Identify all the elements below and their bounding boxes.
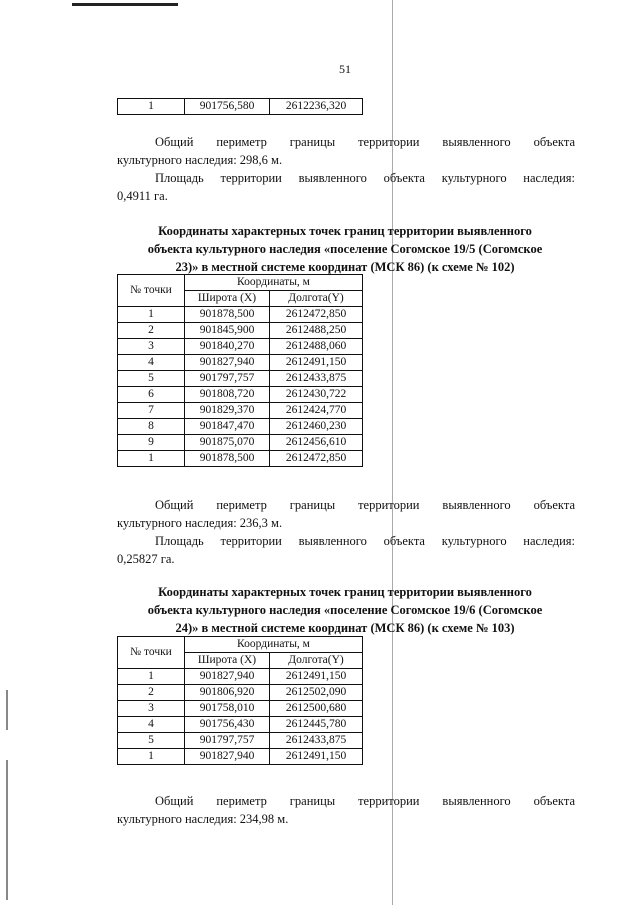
longitude-cell: 2612456,610 bbox=[270, 435, 363, 451]
area-paragraph: Площадь территории выявленного объекта культурного наследия: 0,4911 га. bbox=[117, 171, 575, 203]
table-row bbox=[118, 685, 363, 701]
table-row bbox=[118, 435, 363, 451]
point-number: 1 bbox=[118, 99, 185, 115]
table-row bbox=[118, 403, 363, 419]
margin-scan-mark bbox=[6, 760, 8, 900]
margin-scan-mark bbox=[6, 690, 8, 730]
table-row bbox=[118, 701, 363, 717]
longitude-cell: 2612460,230 bbox=[270, 419, 363, 435]
latitude-cell: 901827,940 bbox=[185, 355, 270, 371]
area-paragraph: Площадь территории выявленного объекта культурного наследия: 0,25827 га. bbox=[117, 534, 575, 566]
header-latitude: Широта (X) bbox=[185, 653, 270, 669]
table-row bbox=[118, 99, 363, 115]
perimeter-paragraph: Общий периметр границы территории выявленного объекта культурного наследия: 298,6 м. bbox=[117, 135, 575, 167]
header-point: № точки bbox=[118, 637, 185, 669]
perimeter-paragraph: Общий периметр границы территории выявленного объекта культурного наследия: 234,98 м. bbox=[117, 794, 575, 826]
longitude-cell: 2612472,850 bbox=[270, 307, 363, 323]
point-number: 5 bbox=[118, 733, 185, 749]
point-number: 1 bbox=[118, 669, 185, 685]
point-number: 4 bbox=[118, 717, 185, 733]
latitude-cell: 901756,430 bbox=[185, 717, 270, 733]
header-longitude: Долгота(Y) bbox=[270, 653, 363, 669]
latitude-cell: 901878,500 bbox=[185, 451, 270, 467]
longitude-cell: 2612445,780 bbox=[270, 717, 363, 733]
latitude-cell: 901875,070 bbox=[185, 435, 270, 451]
longitude-cell: 2612424,770 bbox=[270, 403, 363, 419]
section-heading: Координаты характерных точек границ территории выявленного объекта культурного наследия «поселение Согомское 19/6 (Согомское 24)» в местной системе координат (МСК 86) (к схеме № 103) bbox=[147, 585, 543, 635]
point-number: 4 bbox=[118, 355, 185, 371]
table-row bbox=[118, 323, 363, 339]
header-coords: Координаты, м bbox=[185, 637, 363, 653]
latitude-cell: 901756,580 bbox=[185, 99, 270, 115]
table-row bbox=[118, 387, 363, 403]
latitude-cell: 901808,720 bbox=[185, 387, 270, 403]
table-row bbox=[118, 669, 363, 685]
table-row bbox=[118, 717, 363, 733]
longitude-cell: 2612500,680 bbox=[270, 701, 363, 717]
point-number: 5 bbox=[118, 371, 185, 387]
coordinates-table-102 bbox=[117, 274, 363, 467]
longitude-cell: 2612491,150 bbox=[270, 749, 363, 765]
latitude-cell: 901847,470 bbox=[185, 419, 270, 435]
point-number: 2 bbox=[118, 685, 185, 701]
header-point: № точки bbox=[118, 275, 185, 307]
point-number: 1 bbox=[118, 307, 185, 323]
latitude-cell: 901840,270 bbox=[185, 339, 270, 355]
longitude-cell: 2612491,150 bbox=[270, 669, 363, 685]
latitude-cell: 901806,920 bbox=[185, 685, 270, 701]
point-number: 7 bbox=[118, 403, 185, 419]
latitude-cell: 901827,940 bbox=[185, 669, 270, 685]
longitude-cell: 2612491,150 bbox=[270, 355, 363, 371]
latitude-cell: 901758,010 bbox=[185, 701, 270, 717]
table-row bbox=[118, 749, 363, 765]
point-number: 1 bbox=[118, 749, 185, 765]
section-heading: Координаты характерных точек границ территории выявленного объекта культурного наследия «поселение Согомское 19/5 (Согомское 23)» в местной системе координат (МСК 86) (к схеме № 102) bbox=[147, 224, 543, 274]
longitude-cell: 2612433,875 bbox=[270, 733, 363, 749]
continuation-table bbox=[117, 98, 363, 115]
latitude-cell: 901878,500 bbox=[185, 307, 270, 323]
header-longitude: Долгота(Y) bbox=[270, 291, 363, 307]
longitude-cell: 2612488,060 bbox=[270, 339, 363, 355]
longitude-cell: 2612433,875 bbox=[270, 371, 363, 387]
top-scan-line bbox=[72, 3, 178, 6]
table-row bbox=[118, 371, 363, 387]
perimeter-paragraph: Общий периметр границы территории выявленного объекта культурного наследия: 236,3 м. bbox=[117, 498, 575, 530]
point-number: 3 bbox=[118, 701, 185, 717]
longitude-cell: 2612488,250 bbox=[270, 323, 363, 339]
longitude-cell: 2612502,090 bbox=[270, 685, 363, 701]
point-number: 9 bbox=[118, 435, 185, 451]
latitude-cell: 901829,370 bbox=[185, 403, 270, 419]
longitude-cell: 2612236,320 bbox=[270, 99, 363, 115]
table-row bbox=[118, 307, 363, 323]
point-number: 3 bbox=[118, 339, 185, 355]
point-number: 2 bbox=[118, 323, 185, 339]
table-row bbox=[118, 733, 363, 749]
longitude-cell: 2612472,850 bbox=[270, 451, 363, 467]
latitude-cell: 901827,940 bbox=[185, 749, 270, 765]
table-row bbox=[118, 355, 363, 371]
latitude-cell: 901797,757 bbox=[185, 371, 270, 387]
point-number: 1 bbox=[118, 451, 185, 467]
latitude-cell: 901797,757 bbox=[185, 733, 270, 749]
header-coords: Координаты, м bbox=[185, 275, 363, 291]
table-row bbox=[118, 419, 363, 435]
table-row bbox=[118, 339, 363, 355]
longitude-cell: 2612430,722 bbox=[270, 387, 363, 403]
point-number: 8 bbox=[118, 419, 185, 435]
page-number: 51 bbox=[339, 62, 351, 76]
header-latitude: Широта (X) bbox=[185, 291, 270, 307]
latitude-cell: 901845,900 bbox=[185, 323, 270, 339]
table-row bbox=[118, 451, 363, 467]
coordinates-table-103 bbox=[117, 636, 363, 765]
point-number: 6 bbox=[118, 387, 185, 403]
